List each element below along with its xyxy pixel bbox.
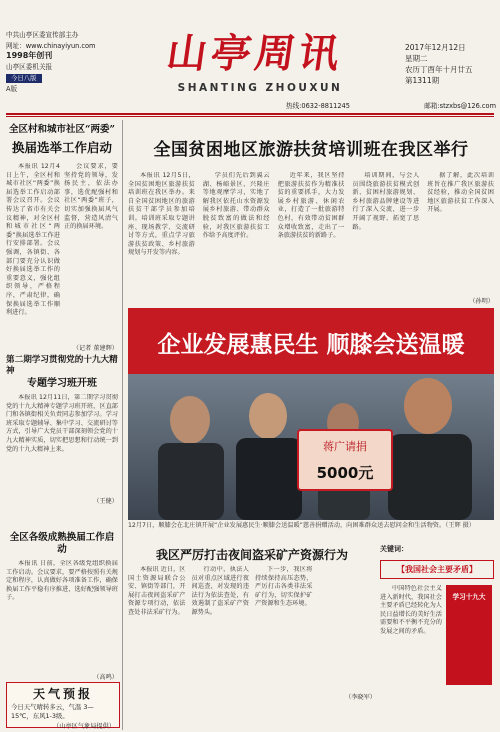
lead-col-2: 学员们先后到翼云湖、杨峪景区、兴隆庄等地观摩学习，实地了解我区依托山水资源发展乡村旅游、带动群众脱贫致富的做法和经验，对我区旅游扶贫工作给予高度评价。 [202,172,270,240]
masthead-en: SHANTING ZHOUXUN [177,82,343,94]
story3-headline: 全区各级成熟换届工作启动 [9,532,115,555]
lead-byline: （孙明） [469,298,494,305]
email: 邮箱:stzxbs@126.com [424,102,496,110]
left-story-3 [6,532,118,681]
issue-date: 2017年12月12日 [405,43,466,52]
lunar-date: 农历丁酉年十月廿五 [405,65,473,74]
bottom-col-3: 下一步，我区将持续保持高压态势，严厉打击各类非法采矿行为，切实保护矿产资源和生态环境。 [255,566,313,608]
story3-body: 本报讯 日前，全区各级党组织换届工作启动。会议要求，要严格按照有关规定和程序，认真做好各项准备工作，确保换届工作平稳有序推进，选好配强领导班子。 [6,560,118,602]
header-right-info [405,42,500,86]
lead-headline: 全国贫困地区旅游扶贫培训班在我区举行 [153,140,469,160]
left-story-2 [6,355,118,505]
column-divider [122,120,123,730]
story1-byline: （记者 董建辉） [72,345,118,352]
header-left-info [6,30,114,94]
story1-body-b: 会议要求，要坚持党的领导，发扬民主，依法办事，选优配强村和社区“两委”班子，切实加强换届风气监督，营造风清气正的换届环境。 [64,163,118,231]
header-rule [6,113,494,115]
bottom-headline: 我区严厉打击夜间盗采矿产资源行为 [155,548,348,562]
news-photo [128,308,494,520]
issue-label: 山亭区委机关报 [6,62,53,71]
check-amount: 5000元 [316,464,374,482]
lead-col-5: 据了解，此次培训班旨在推广我区旅游扶贫经验，推动全国贫困地区旅游扶贫工作深入开展。 [427,172,494,214]
weekday: 星期二 [405,54,428,63]
bottom-col-4 [319,566,377,692]
photo-illustration [128,308,494,520]
photo-banner-text: 企业发展惠民生 顺膝会送温暖 [157,331,465,358]
weather-text: 今日天气晴转多云，气温 3—15℃，东风1-3级。 [11,703,94,720]
bottom-col-2: 行动中，执法人员对重点区域进行夜间巡查，对发现的违法行为依法查处，有效遏制了盗采矿产资源势头。 [191,566,249,616]
check-title: 蒋广请捐 [323,440,367,453]
edition: A版 [6,84,18,93]
photo-caption: 12月7日，顺膝会在北庄镇开展“企业发展惠民生·顺膝会送温暖”慈善捐赠活动，向困难群众送去慰问金和生活物资。（王辉 摄） [128,522,475,529]
weather-title: 天气预报 [32,687,93,701]
keyword-body: 中国特色社会主义进入新时代，我国社会主要矛盾已经转化为人民日益增长的美好生活需要和不平衡不充分的发展之间的矛盾。 [380,585,442,635]
keyword-label: 关键词： [380,545,408,553]
publisher: 中共山亭区委宣传部主办 [6,31,79,39]
story2-kicker: 第二期学习贯彻党的十九大精神 [6,355,118,376]
story2-headline: 专题学习班开班 [27,378,97,389]
lead-col-1: 本报讯 12月5日，全国贫困地区旅游扶贫培训班在我区举办。来自全国贫困地区的旅游扶贫干部学员参加培训。培训班采取专题讲座、现场教学、交流研讨等方式，重点学习旅游扶贫政策、乡村旅游规划与开发等内容。 [128,172,195,257]
weather-source: （山亭区气象局提供） [53,723,115,730]
website-label: 网址：www.chinayiyun.com [6,41,96,50]
bottom-body [128,566,376,702]
lead-body [128,172,494,306]
story2-byline: （王健） [93,498,118,505]
contact-line [286,100,496,110]
founded: 1998年创刊 [6,51,53,60]
left-story-1 [6,124,118,352]
lead-col-3: 近年来，我区坚持把旅游扶贫作为精准扶贫的重要抓手，大力发展乡村旅游、休闲农业，打造了一批旅游特色村，有效带动贫困群众增收致富，走出了一条旅游扶贫的新路子。 [277,172,345,240]
masthead [120,24,390,94]
bottom-col-1: 本报讯 近日，区国土资源局联合公安、镇街等部门，开展打击夜间盗采矿产资源专项行动，依法查处非法采矿行为。 [128,566,186,616]
poster-text: 学习十九大 [452,593,486,601]
keyword-box [380,544,494,724]
header-rule-thin [6,116,494,117]
today-pages: 今日八版 [6,74,42,83]
story1-body: 本报讯 12月4日上午，全区村和城市社区“两委”换届选举工作启动部署会议召开。会议传达了省市有关会议精神，对全区村和城市社区“两委”换届选举工作进行安排部署。会议强调，各镇街、各部门要充分认识做好换届选举工作的重要意义，强化组织领导，严格程序，严肃纪律，确保换届选举工作顺利进行。 [6,163,60,317]
story3-byline: （高鸣） [93,674,118,681]
story2-body: 本报讯 12月11日，第二期学习贯彻党的十九大精神专题学习班开班，区直部门和各镇街相关负责同志参加学习。学习班采取专题辅导、集中学习、交流研讨等方式，引导广大党员干部深刻领会党的十九大精神实质，切实把思想和行动统一到党的十九大精神上来。 [6,394,118,453]
phone: 热线:0632-8811245 [286,102,350,110]
party-poster [446,585,492,685]
lead-col-4: 培训期间，与会人员围绕旅游扶贫模式创新、贫困村旅游规划、乡村旅游品牌建设等进行了深入交流，进一步开阔了视野、拓宽了思路。 [352,172,420,231]
weather-box [6,682,120,728]
keyword-headline: 【我国社会主要矛盾】 [380,560,494,579]
issue-number: 第1311期 [405,76,440,85]
story1-headline: 换届选举工作启动 [11,140,112,155]
story1-kicker: 全区村和城市社区“两委” [9,124,115,135]
masthead-title: 山亭周讯 [163,30,347,77]
bottom-byline: （李晓军） [345,694,376,701]
